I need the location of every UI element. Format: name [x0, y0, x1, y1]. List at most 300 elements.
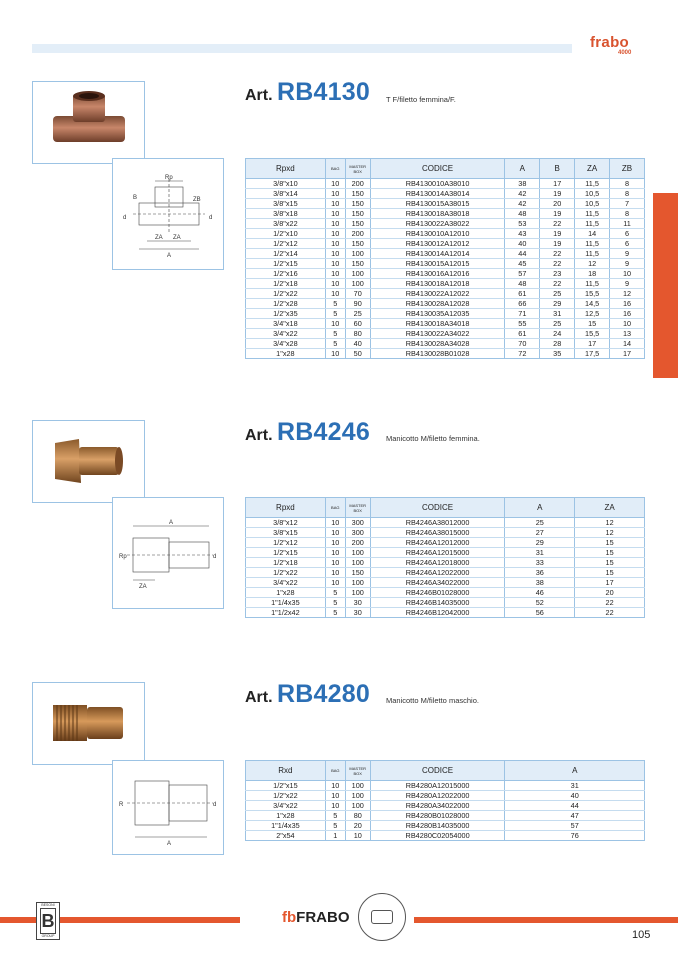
- table-cell: 10: [325, 781, 345, 791]
- drawing-label: d: [209, 215, 213, 221]
- drawing-label: B: [133, 195, 138, 201]
- table-cell: 40: [505, 791, 645, 801]
- frabo-logo: [282, 909, 350, 926]
- table-cell: 44: [505, 249, 540, 259]
- article-description-rb4246: Manicotto M/filetto femmina.: [386, 434, 480, 443]
- table-cell: 15: [575, 319, 610, 329]
- table-cell: RB4246A38012000: [370, 518, 505, 528]
- table-cell: RB4280C02054000: [370, 831, 505, 841]
- table-cell: 5: [325, 339, 345, 349]
- column-header: Rpxd: [246, 498, 326, 518]
- table-cell: 52: [505, 598, 575, 608]
- spec-table-rb4280: [245, 760, 645, 841]
- table-cell: 28: [540, 339, 575, 349]
- table-row: [246, 568, 645, 578]
- product-photo-rb4130: [32, 81, 145, 164]
- table-row: [246, 518, 645, 528]
- table-header-row: [246, 498, 645, 518]
- table-cell: 10: [325, 538, 345, 548]
- certification-seal-icon: [358, 893, 406, 941]
- table-cell: RB4130012A12012: [370, 239, 505, 249]
- drawing-label: d: [213, 802, 217, 808]
- table-cell: 10: [325, 209, 345, 219]
- art-code: RB4130: [277, 78, 370, 106]
- table-row: [246, 239, 645, 249]
- spec-table-rb4246: [245, 497, 645, 618]
- table-cell: 24: [540, 329, 575, 339]
- table-cell: 100: [345, 249, 370, 259]
- column-header: CODICE: [370, 761, 505, 781]
- table-cell: 12: [575, 528, 645, 538]
- table-cell: 10,5: [575, 189, 610, 199]
- table-cell: 12: [575, 259, 610, 269]
- table-cell: 57: [505, 269, 540, 279]
- table-cell: 11,5: [575, 239, 610, 249]
- table-cell: 3/4"x18: [246, 319, 326, 329]
- table-cell: 12: [575, 518, 645, 528]
- table-cell: 200: [345, 229, 370, 239]
- table-cell: 1/2"x15: [246, 781, 326, 791]
- table-cell: 10: [325, 259, 345, 269]
- table-cell: RB4130016A12016: [370, 269, 505, 279]
- article-description-rb4280: Manicotto M/filetto maschio.: [386, 696, 479, 705]
- drawing-label: d: [213, 554, 217, 560]
- table-cell: RB4130010A12010: [370, 229, 505, 239]
- table-row: [246, 319, 645, 329]
- table-row: [246, 339, 645, 349]
- table-cell: 90: [345, 299, 370, 309]
- table-cell: 1"1/4x35: [246, 598, 326, 608]
- table-cell: RB4130018A12018: [370, 279, 505, 289]
- article-title-rb4280: [245, 680, 370, 709]
- table-cell: 11,5: [575, 279, 610, 289]
- column-header: ZB: [610, 159, 645, 179]
- table-cell: RB4246A34022000: [370, 578, 505, 588]
- table-row: [246, 608, 645, 618]
- table-cell: 1"1/2x42: [246, 608, 326, 618]
- group-logo-bottom: GROUP: [41, 934, 55, 938]
- table-cell: RB4130028A12028: [370, 299, 505, 309]
- table-cell: 19: [540, 229, 575, 239]
- column-header: BAG: [325, 159, 345, 179]
- table-cell: 1: [325, 831, 345, 841]
- table-cell: RB4130010A38010: [370, 179, 505, 189]
- table-row: [246, 249, 645, 259]
- drawing-label: Rp: [119, 554, 127, 560]
- table-row: [246, 259, 645, 269]
- table-cell: 6: [610, 239, 645, 249]
- brand-sub: 4000: [618, 50, 632, 56]
- table-cell: 18: [575, 269, 610, 279]
- table-cell: 20: [540, 199, 575, 209]
- drawing-label: A: [167, 841, 172, 847]
- table-cell: RB4280B01028000: [370, 811, 505, 821]
- column-header: A: [505, 498, 575, 518]
- table-cell: RB4280A34022000: [370, 801, 505, 811]
- table-cell: 5: [325, 821, 345, 831]
- table-cell: 12,5: [575, 309, 610, 319]
- column-header: MASTER BOX: [345, 498, 370, 518]
- table-cell: 9: [610, 249, 645, 259]
- column-header: BAG: [325, 761, 345, 781]
- table-cell: 100: [345, 578, 370, 588]
- table-cell: 17: [575, 578, 645, 588]
- table-cell: 19: [540, 239, 575, 249]
- table-cell: 100: [345, 781, 370, 791]
- table-cell: RB4246A12012000: [370, 538, 505, 548]
- table-cell: 31: [505, 781, 645, 791]
- column-header: B: [540, 159, 575, 179]
- table-cell: 100: [345, 279, 370, 289]
- table-cell: 57: [505, 821, 645, 831]
- drawing-rb4130: [112, 158, 224, 270]
- table-cell: RB4130014A12014: [370, 249, 505, 259]
- table-cell: 10: [325, 791, 345, 801]
- table-cell: 25: [345, 309, 370, 319]
- table-cell: 5: [325, 588, 345, 598]
- table-cell: RB4130015A12015: [370, 259, 505, 269]
- table-cell: RB4246B12042000: [370, 608, 505, 618]
- table-cell: 150: [345, 259, 370, 269]
- table-cell: 2"x54: [246, 831, 326, 841]
- table-cell: RB4280B14035000: [370, 821, 505, 831]
- table-row: [246, 179, 645, 189]
- art-prefix: Art.: [245, 87, 273, 104]
- table-cell: 15: [575, 538, 645, 548]
- table-row: [246, 791, 645, 801]
- table-cell: 20: [345, 821, 370, 831]
- table-cell: 10: [325, 269, 345, 279]
- column-header: BAG: [325, 498, 345, 518]
- table-row: [246, 289, 645, 299]
- table-cell: RB4130028B01028: [370, 349, 505, 359]
- table-row: [246, 189, 645, 199]
- table-cell: 70: [505, 339, 540, 349]
- table-cell: 1/2"x28: [246, 299, 326, 309]
- drawing-label: ZA: [155, 235, 163, 241]
- table-cell: 22: [540, 259, 575, 269]
- table-cell: 60: [345, 319, 370, 329]
- frabo-logo-text: FRABO: [296, 909, 350, 926]
- table-cell: 1/2"x12: [246, 538, 326, 548]
- drawing-label: ZA: [139, 584, 147, 590]
- table-cell: 10: [325, 189, 345, 199]
- table-row: [246, 548, 645, 558]
- table-cell: 1/2"x10: [246, 229, 326, 239]
- table-cell: 15,5: [575, 329, 610, 339]
- article-title-rb4130: [245, 78, 370, 107]
- table-cell: 3/4"x22: [246, 801, 326, 811]
- art-code: RB4246: [277, 418, 370, 446]
- table-row: [246, 219, 645, 229]
- column-header: ZA: [575, 159, 610, 179]
- table-cell: 100: [345, 558, 370, 568]
- table-cell: 80: [345, 811, 370, 821]
- table-cell: 1"1/4x35: [246, 821, 326, 831]
- table-row: [246, 781, 645, 791]
- column-header: Rxd: [246, 761, 326, 781]
- table-cell: 10: [325, 239, 345, 249]
- group-logo-top: BESONI: [41, 903, 55, 907]
- table-cell: 19: [540, 209, 575, 219]
- drawing-label: A: [167, 253, 172, 259]
- table-cell: 9: [610, 259, 645, 269]
- table-cell: RB4130022A12022: [370, 289, 505, 299]
- table-cell: 150: [345, 209, 370, 219]
- table-cell: 5: [325, 309, 345, 319]
- table-cell: 80: [345, 329, 370, 339]
- column-header: A: [505, 159, 540, 179]
- table-cell: 15,5: [575, 289, 610, 299]
- table-cell: 3/8"x15: [246, 528, 326, 538]
- page-number: 105: [632, 929, 651, 941]
- group-logo: [36, 902, 60, 940]
- drawing-label: Rp: [165, 175, 173, 181]
- table-cell: 12: [610, 289, 645, 299]
- table-row: [246, 538, 645, 548]
- table-cell: 200: [345, 538, 370, 548]
- brand-logo: frabo: [590, 34, 629, 51]
- article-description-rb4130: T F/filetto femmina/F.: [386, 95, 456, 104]
- table-cell: 40: [345, 339, 370, 349]
- table-cell: 14,5: [575, 299, 610, 309]
- table-cell: 100: [345, 548, 370, 558]
- table-cell: 5: [325, 598, 345, 608]
- table-cell: 100: [345, 801, 370, 811]
- table-cell: 10,5: [575, 199, 610, 209]
- table-cell: 56: [505, 608, 575, 618]
- table-cell: 10: [325, 199, 345, 209]
- table-cell: 11,5: [575, 179, 610, 189]
- table-row: [246, 349, 645, 359]
- table-cell: 10: [325, 528, 345, 538]
- art-prefix: Art.: [245, 427, 273, 444]
- table-cell: 17: [610, 349, 645, 359]
- table-cell: 10: [325, 349, 345, 359]
- table-cell: 55: [505, 319, 540, 329]
- table-cell: 5: [325, 608, 345, 618]
- table-cell: 30: [345, 598, 370, 608]
- table-row: [246, 811, 645, 821]
- table-row: [246, 209, 645, 219]
- table-row: [246, 588, 645, 598]
- table-cell: 17,5: [575, 349, 610, 359]
- column-header: CODICE: [370, 498, 505, 518]
- table-cell: RB4130014A38014: [370, 189, 505, 199]
- table-cell: 100: [345, 269, 370, 279]
- table-cell: 15: [575, 558, 645, 568]
- table-cell: 10: [345, 831, 370, 841]
- table-cell: 300: [345, 518, 370, 528]
- header-bar: [32, 44, 572, 53]
- drawing-rb4246: [112, 497, 224, 609]
- table-cell: 150: [345, 199, 370, 209]
- table-row: [246, 299, 645, 309]
- table-cell: 1/2"x14: [246, 249, 326, 259]
- table-cell: RB4246A38015000: [370, 528, 505, 538]
- table-row: [246, 801, 645, 811]
- table-cell: 1/2"x16: [246, 269, 326, 279]
- table-cell: 16: [610, 309, 645, 319]
- table-cell: 10: [325, 518, 345, 528]
- table-cell: 10: [325, 219, 345, 229]
- table-cell: 50: [345, 349, 370, 359]
- table-cell: 45: [505, 259, 540, 269]
- table-cell: 31: [540, 309, 575, 319]
- table-cell: 10: [610, 269, 645, 279]
- column-header: MASTER BOX: [345, 761, 370, 781]
- table-cell: 3/8"x10: [246, 179, 326, 189]
- table-cell: 3/4"x22: [246, 329, 326, 339]
- table-cell: 10: [325, 801, 345, 811]
- table-cell: 100: [345, 791, 370, 801]
- drawing-label: d: [123, 215, 127, 221]
- table-cell: 1/2"x18: [246, 279, 326, 289]
- table-cell: 3/8"x18: [246, 209, 326, 219]
- table-cell: RB4246B14035000: [370, 598, 505, 608]
- table-cell: 3/8"x14: [246, 189, 326, 199]
- table-cell: 38: [505, 179, 540, 189]
- table-cell: 8: [610, 209, 645, 219]
- table-cell: 14: [610, 339, 645, 349]
- table-cell: 10: [325, 279, 345, 289]
- table-cell: 11,5: [575, 209, 610, 219]
- table-cell: 150: [345, 219, 370, 229]
- column-header: MASTER BOX: [345, 159, 370, 179]
- table-cell: 10: [325, 179, 345, 189]
- table-cell: 22: [540, 219, 575, 229]
- table-cell: 43: [505, 229, 540, 239]
- table-cell: 42: [505, 189, 540, 199]
- group-logo-letter: B: [40, 908, 56, 934]
- table-cell: 8: [610, 189, 645, 199]
- table-cell: 10: [325, 578, 345, 588]
- table-cell: 1/2"x18: [246, 558, 326, 568]
- table-cell: RB4280A12022000: [370, 791, 505, 801]
- table-cell: 1"x28: [246, 588, 326, 598]
- table-cell: RB4280A12015000: [370, 781, 505, 791]
- table-row: [246, 558, 645, 568]
- table-cell: RB4130022A34022: [370, 329, 505, 339]
- table-cell: 25: [540, 289, 575, 299]
- table-cell: 72: [505, 349, 540, 359]
- table-cell: 19: [540, 189, 575, 199]
- table-cell: 61: [505, 289, 540, 299]
- table-cell: 27: [505, 528, 575, 538]
- table-cell: 16: [610, 299, 645, 309]
- table-cell: 300: [345, 528, 370, 538]
- table-cell: 48: [505, 209, 540, 219]
- table-cell: 14: [575, 229, 610, 239]
- table-cell: 66: [505, 299, 540, 309]
- table-row: [246, 329, 645, 339]
- table-cell: 48: [505, 279, 540, 289]
- table-row: [246, 831, 645, 841]
- table-cell: 76: [505, 831, 645, 841]
- column-header: A: [505, 761, 645, 781]
- table-cell: 3/8"x22: [246, 219, 326, 229]
- column-header: CODICE: [370, 159, 505, 179]
- table-cell: 11: [610, 219, 645, 229]
- table-cell: 10: [610, 319, 645, 329]
- drawing-label: ZA: [173, 235, 181, 241]
- table-cell: RB4130015A38015: [370, 199, 505, 209]
- table-cell: 10: [325, 558, 345, 568]
- table-cell: 10: [325, 319, 345, 329]
- table-cell: 10: [325, 289, 345, 299]
- art-prefix: Art.: [245, 689, 273, 706]
- table-cell: 200: [345, 179, 370, 189]
- side-tab: [653, 193, 678, 378]
- table-cell: 35: [540, 349, 575, 359]
- table-row: [246, 269, 645, 279]
- table-row: [246, 229, 645, 239]
- product-photo-rb4246: [32, 420, 145, 503]
- table-cell: 46: [505, 588, 575, 598]
- table-cell: 13: [610, 329, 645, 339]
- table-cell: 100: [345, 588, 370, 598]
- table-cell: 61: [505, 329, 540, 339]
- art-code: RB4280: [277, 680, 370, 708]
- table-cell: RB4246A12015000: [370, 548, 505, 558]
- table-cell: 22: [540, 279, 575, 289]
- article-title-rb4246: [245, 418, 370, 447]
- table-cell: RB4246A12018000: [370, 558, 505, 568]
- table-cell: RB4130028A34028: [370, 339, 505, 349]
- table-header-row: [246, 159, 645, 179]
- footer-bar-right: [414, 917, 678, 923]
- table-row: [246, 578, 645, 588]
- table-cell: 3/8"x12: [246, 518, 326, 528]
- table-cell: 1/2"x22: [246, 791, 326, 801]
- table-cell: 15: [575, 548, 645, 558]
- table-row: [246, 528, 645, 538]
- table-cell: 150: [345, 568, 370, 578]
- table-cell: 17: [575, 339, 610, 349]
- table-cell: 38: [505, 578, 575, 588]
- table-cell: 29: [540, 299, 575, 309]
- table-cell: RB4130018A34018: [370, 319, 505, 329]
- table-cell: 1/2"x22: [246, 289, 326, 299]
- table-cell: 1/2"x15: [246, 259, 326, 269]
- table-cell: 25: [505, 518, 575, 528]
- table-cell: 33: [505, 558, 575, 568]
- table-cell: 29: [505, 538, 575, 548]
- table-cell: 53: [505, 219, 540, 229]
- table-cell: 3/4"x22: [246, 578, 326, 588]
- table-cell: 30: [345, 608, 370, 618]
- drawing-label: R: [119, 802, 124, 808]
- table-cell: 22: [575, 608, 645, 618]
- spec-table-rb4130: [245, 158, 645, 359]
- drawing-rb4280: [112, 760, 224, 855]
- table-cell: 10: [325, 568, 345, 578]
- table-cell: 25: [540, 319, 575, 329]
- table-row: [246, 199, 645, 209]
- table-cell: 11,5: [575, 249, 610, 259]
- table-row: [246, 598, 645, 608]
- drawing-label: ZB: [193, 197, 201, 203]
- table-cell: RB4246A12022000: [370, 568, 505, 578]
- column-header: ZA: [575, 498, 645, 518]
- table-cell: 10: [325, 548, 345, 558]
- table-cell: 5: [325, 329, 345, 339]
- column-header: Rpxd: [246, 159, 326, 179]
- table-cell: 10: [325, 229, 345, 239]
- table-cell: 31: [505, 548, 575, 558]
- table-cell: RB4130035A12035: [370, 309, 505, 319]
- table-cell: 5: [325, 811, 345, 821]
